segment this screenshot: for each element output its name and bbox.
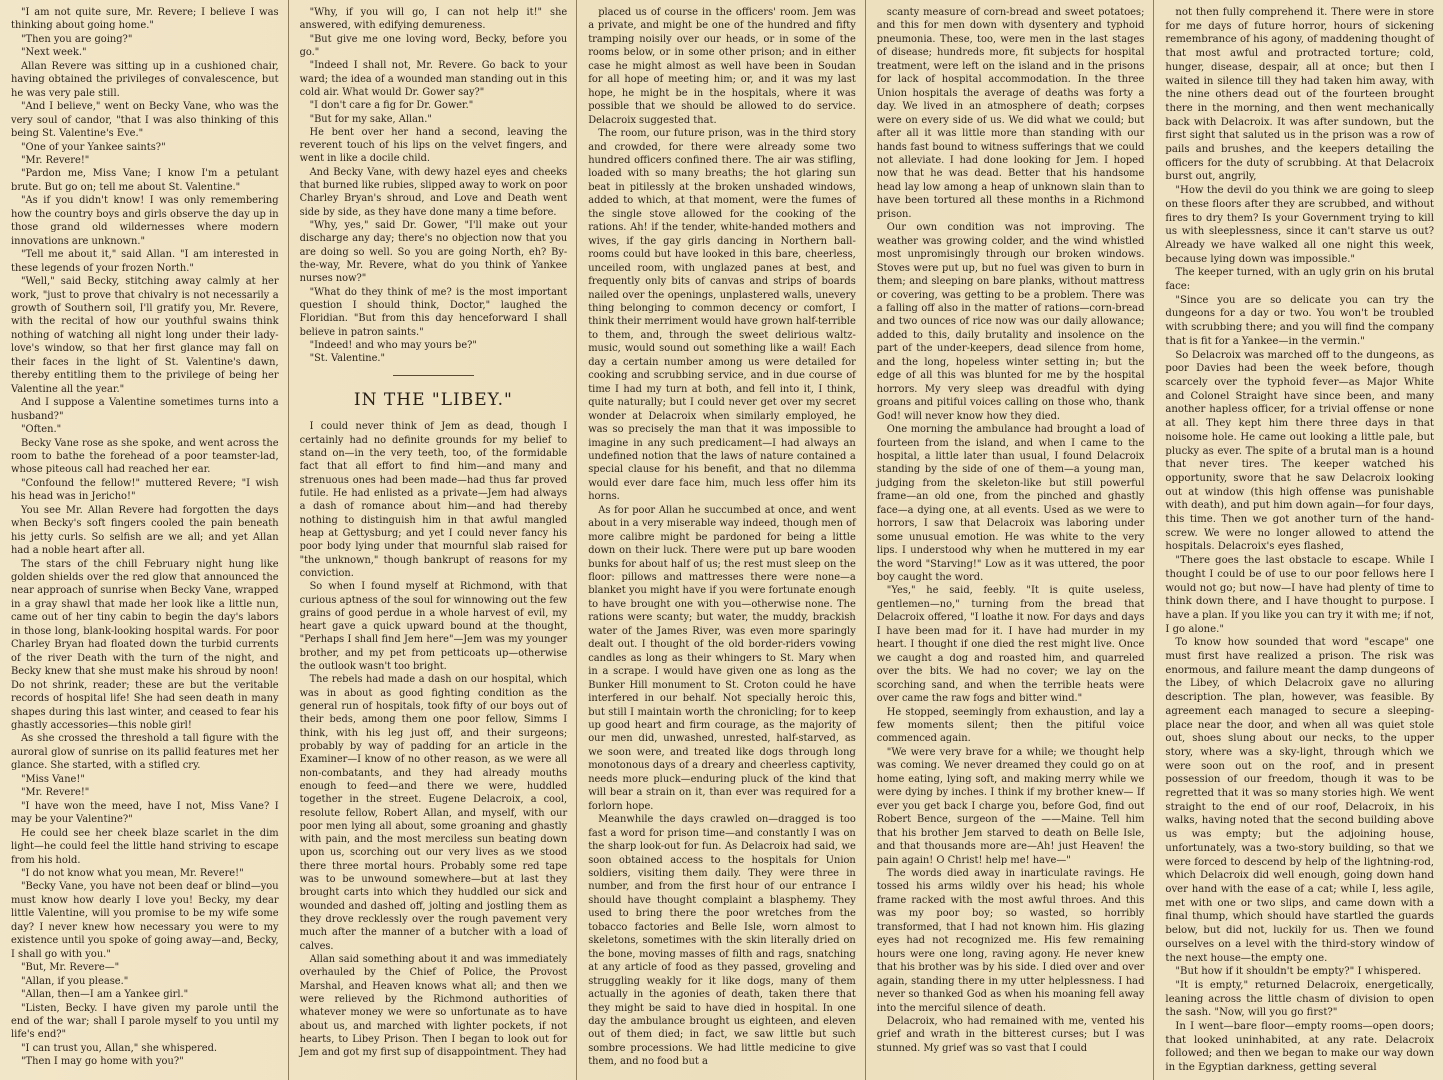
paragraph: So when I found myself at Richmond, with that curious aptness of the soul for winnowing out the few grains of good perdue in a whole harvest of evil, my heart gave a quick upward bound at the thought, "Perhaps I shall find Jem here"—Jem was my younger brother, and my pet from petticoats up—otherwise the outlook wasn't too bright. (299, 581, 568, 673)
paragraph: "Why, if you will go, I can not help it!" she answered, with edifying demureness. (299, 7, 568, 32)
paragraph: Becky Vane rose as she spoke, and went across the room to bathe the forehead of a poor teamster-lad, whose piteous call had reached her ear. (11, 437, 279, 476)
column-3 (577, 0, 866, 1080)
paragraph: Allan said something about it and was immediately overhauled by the Chief of Police, the Provost Marshal, and Heaven knows what all; and then we were relieved by the Richmond authorities of whatever money we were so unfortunate as to have about us, and marched with lighter pockets, if not hearts, to Libey Prison. Then I began to look out for Jem and got my first sup of disappointment. They had (299, 953, 568, 1059)
paragraph: Meanwhile the days crawled on—dragged is too fast a word for prison time—and constantly I was on the sharp look-out for fun. As Delacroix had said, we soon obtained access to the hospitals for Union soldiers, visiting them daily. They were three in number, and from the first hour of our entrance I should have thought complaint a blasphemy. They used to bring there the poor wretches from the tobacco factories and Belle Isle, worn almost to skeletons, sometimes with the skin literally dried on the bone, moving masses of filth and rags, snatching at any article of food as they passed, groveling and struggling weakly for it like dogs, many of them actually in the agonies of death, taken there that they might be said to have died in hospital. In one day the ambulance brought us eighteen, and eleven out of them died; in fact, we saw little but such sombre processions. We had little medicine to give them, and no food but a (588, 814, 856, 1068)
paragraph: You see Mr. Allan Revere had forgotten the days when Becky's soft fingers cooled the pain beneath his jetty curls. So selfish are we all; and yet Allan had a noble heart after all. (11, 504, 279, 557)
paragraph: "Then you are going?" (21, 33, 133, 45)
paragraph: And I suppose a Valentine sometimes turns into a husband?" (11, 397, 279, 422)
paragraph: So Delacroix was marched off to the dungeons, as poor Davies had been the week before, though scarcely over the typhoid fever—as Major White and Colonel Straight have since been, and many another hapless officer, for a trivial offense or none at all. They kept him there three days in that noisome hole. He came out looking a little pale, but plucky as ever. The spite of a brutal man is a hound that never tires. The keeper watched his opportunity, swore that he saw Delacroix looking out at window (this high offense was punishable with death), and put him down again—for four days, this time. Then we got another turn of the hand-screw. We were no longer allowed to attend the hospitals. Delacroix's eyes flashed, (1165, 349, 1434, 553)
paragraph: "Confound the fellow!" muttered Revere; "I wish his head was in Jericho!" (11, 477, 279, 503)
paragraph: He could see her cheek blaze scarlet in the dim light—he could feel the little hand striving to escape from his hold. (11, 827, 279, 866)
paragraph: "It is empty," returned Delacroix, energetically, leaning across the little chasm of division to open the sash. "Now, will you go first?" (1165, 979, 1434, 1019)
paragraph: "Mr. Revere!" (21, 787, 90, 799)
paragraph: "I can trust you, Allan," she whispered. (21, 1042, 218, 1054)
paragraph: "And I believe," went on Becky Vane, who was the very soul of candor, "that I was also thinking of this being St. Valentine's Eve." (11, 101, 279, 140)
paragraph: The stars of the chill February night hung like golden shields over the red glow that announced the near approach of sunrise when Becky Vane, wrapped in a gray shawl that made her look like a little nun, came out of her tiny cabin to begin the day's labors in those long, blank-looking hospital wards. For poor Charley Bryan had floated down the turbid currents of the river Death with the turn of the night, and Becky knew that she must make his shroud by noon! Do not shrink, reader; these are but the veritable records of hospital life! She had seen death in many shapes during this last winter, and ceased to fear his ghastly accessories—this noble girl! (11, 558, 279, 732)
paragraph: "As if you didn't know! I was only remembering how the country boys and girls observe the day up in those grand old wildernesses where modern innovations are unknown." (11, 195, 279, 247)
paragraph: "Miss Vane!" (21, 773, 85, 785)
paragraph: "I have won the meed, have I not, Miss Vane? I may be your Valentine?" (11, 800, 279, 826)
paragraph: The words died away in inarticulate ravings. He tossed his arms wildly over his head; his whole frame racked with the most awful throes. And this was my poor boy; so wasted, so horribly transformed, that I had not known him. His glazing eyes had not recognized me. His few remaining hours were one long, raving agony. He never knew that his brother was by his side. I died over and over again, standing there in my utter helplessness. I had never so thanked God as when his moaning fell away into the merciful silence of death. (876, 868, 1145, 1014)
divider (393, 375, 473, 376)
paragraph: "Yes," he said, feebly. "It is quite useless, gentlemen—no," turning from the bread that Delacroix offered, "I loathe it now. For days and days I have been mad for it. I have had murder in my heart. I thought if one died the rest might live. Once we caught a dog and roasted him, and quarreled over the bits. We had no cover; we lay on the scorching sand, and when the terrible heats were over came the raw fogs and bitter wind." (876, 585, 1145, 705)
paragraph: "Well," said Becky, stitching away calmly at her work, "just to prove that chivalry is not necessarily a growth of Southern soil, I'll gratify you, Mr. Revere, with the recital of how our youthful swains think nothing of watching all night long under their lady-love's window, so that her first glance may fall on their faces in the light of St. Valentine's dawn, thereby entitling them to the privilege of being her Valentine all the year." (11, 276, 279, 395)
paragraph: "Allan, then—I am a Yankee girl." (21, 989, 189, 1001)
paragraph: "I am not quite sure, Mr. Revere; I believe I was thinking about going home." (11, 7, 279, 32)
paragraph: "I don't care a fig for Dr. Gower." (309, 100, 474, 112)
paragraph: "What do they think of me? is the most important question I should think, Doctor," laughed the Floridian. "But from this day henceforward I shall believe in patron saints." (299, 286, 568, 338)
paragraph: scanty measure of corn-bread and sweet potatoes; and this for men down with dysentery and typhoid pneumonia. These, too, were men in the last stages of disease; hundreds more, fit subjects for hospital treatment, were left on the island and in the prisons for lack of hospital accommodation. In the three Union hospitals the average of deaths was forty a day. We lived in an atmosphere of death; corpses were on every side of us. We did what we could; but after all it was little more than standing with our hands fast bound to witness sufferings that we could not alleviate. I had done looking for Jem. I hoped now that he was dead. Better that his handsome head lay low among a heap of unknown slain than to have been tortured all these months in a Richmond prison. (876, 7, 1145, 220)
paragraph: He stopped, seemingly from exhaustion, and lay a few moments silent; then the pitiful voice commenced again. (876, 706, 1145, 745)
paragraph: To know how sounded that word "escape" one must first have realized a prison. The risk was enormous, and failure meant the damp dungeons of the Libey, of which Delacroix gave no alluring description. The plan, however, was feasible. By agreement each managed to secure a sleeping-place near the door, and when all was quiet stole out, shoes slung about our necks, to the upper story, where was a sky-light, through which we were soon out on the roof, and in present possession of our freedom, though it was to be regretted that it was so many stories high. We went straight to the end of our roof, Delacroix, in his walks, having noted that the second building above us was empty; but the adjoining house, unfortunately, was a two-story building, so that we were forced to descend by help of the lightning-rod, which Delacroix did well enough, going down hand over hand with the ease of a cat; while I, less agile, met with one or two slips, and came down with a final thump, which should have startled the guards below, but did not, luckily for us. Then we found ourselves on a level with the third-story window of the next house—the empty one. (1165, 637, 1434, 964)
paragraph: "But for my sake, Allan." (309, 113, 432, 125)
paragraph: "Becky Vane, you have not been deaf or blind—you must know how dearly I love you! Becky, my dear little Valentine, will you promise to be my wife some day? I never knew how necessary you were to my existence until you spoke of going away—and, Becky, I shall go with you." (11, 881, 279, 960)
paragraph: He bent over her hand a second, leaving the reverent touch of his lips on the velvet fingers, and went in like a docile child. (299, 126, 568, 165)
article-headline: IN THE "LIBEY." (353, 390, 513, 411)
paragraph: "How the devil do you think we are going to sleep on these floors after they are scrubbed, and without fires to dry them? Is your Government trying to kill us with sleeplessness, since it can't starve us out? Already we have walked all one night this week, because lying down was impossible." (1165, 185, 1434, 265)
paragraph: "Since you are so delicate you can try the dungeons for a day or two. You won't be troubled with scrubbing there; and you will find the company that is fit for a Yankee—in the vermin." (1165, 294, 1434, 347)
paragraph: As for poor Allan he succumbed at once, and went about in a very miserable way indeed, though men of more calibre might be pardoned for being a little down on their luck. There were put up bare wooden bunks for about half of us; the rest must sleep on the floor: pillows and mattresses there were none—a blanket you might have if you were fortunate enough to have brought one with you—otherwise none. The rations were scanty; but water, the muddy, brackish water of the James River, was even more sparingly dealt out. I thought of the old border-riders vowing candles as long as their whingers to St. Mary when in a scrape. I would have given one as long as the Bunker Hill monument to St. Croton could he have interfered in our behalf. Not specially heroic this, but still I maintain worth the chronicling; for to keep up good heart and firm courage, as the majority of our men did, unwashed, unrested, half-starved, as we soon were, and treated like dogs through long monotonous days of a dreary and cheerless captivity, needs more pluck—enduring pluck of the kind that will bear a strain on it, than ever was required for a forlorn hope. (588, 504, 856, 812)
column-4 (866, 0, 1155, 1080)
paragraph: "Listen, Becky. I have given my parole until the end of the war; shall I parole myself to you until my life's end?" (11, 1002, 279, 1041)
paragraph: Our own condition was not improving. The weather was growing colder, and the wind whistled most unpromisingly through our broken windows. Stoves were put up, but no fuel was given to burn in them; and sleeping on bare planks, without mattress or covering, was getting to be a problem. There was a falling off also in the matter of rations—corn-bread and two ounces of rice now was our daily allowance; added to this, daily brutality and insolence on the part of the under-keepers, dead silence from home, and the long, hopeless winter setting in; but the edge of all this was blunted for me by the hospital horrors. My very sleep was dreadful with dying groans and pitiful voices calling on those who, thank God! will never know how they died. (876, 222, 1145, 422)
paragraph: "Indeed I shall not, Mr. Revere. Go back to your ward; the idea of a wounded man standing out in this cold air. What would Dr. Gower say?" (299, 60, 568, 98)
paragraph: The room, our future prison, was in the third story and crowded, for there were already some two hundred officers confined there. The air was stifling, loaded with so many breaths; the hot glaring sun beat in pitilessly at the broken unshaded windows, added to which, at that moment, were the fumes of the single stove allowed for the cooking of the rations. Ah! if the tender, white-handed mothers and wives, if the gay girls dancing in Northern ball-rooms could but have looked in this bare, cheerless, unceiled room, with unglazed panes at best, and frequently only bits of canvas and strips of boards nailed over the openings, unplastered walls, unevery thing belonging to common decency or comfort, I think their merriment would have grown half-terrible to them, and, through the sweet delirious waltz-music, would sound out something like a wail! Each day a certain number among us were detailed for cooking and scrubbing service, and in due course of time I had my turn at both, and fell into it, I think, quite naturally; but I could never get over my secret wonder at Delacroix when similarly employed, he was so precisely the man that it was impossible to imagine in any such predicament—I had always an undefined notion that the laws of nature contained a special clause for his benefit, and that no dilemma would ever dare face him, much less offer him its horns. (588, 128, 856, 503)
paragraph: "Tell me about it," said Allan. "I am interested in these legends of your frozen North." (11, 249, 279, 274)
paragraph: "Mr. Revere!" (21, 154, 90, 166)
column-1 (0, 0, 289, 1080)
paragraph: "Allan, if you please." (21, 975, 129, 987)
paragraph: And Becky Vane, with dewy hazel eyes and cheeks that burned like rubies, slipped away to work on poor Charley Bryan's shroud, and Love and Death went side by side, as they have done many a time before. (299, 166, 568, 218)
paragraph: "Then I may go home with you?" (21, 1056, 184, 1068)
paragraph: "But how if it shouldn't be empty?" I whispered. (1175, 966, 1422, 978)
paragraph: "But give me one loving word, Becky, before you go." (299, 33, 568, 58)
paragraph: "But, Mr. Revere—" (21, 962, 120, 974)
paragraph: "One of your Yankee saints?" (21, 141, 166, 153)
paragraph: "St. Valentine." (309, 353, 386, 365)
paragraph: "We were very brave for a while; we thought help was coming. We never dreamed they could go on at home eating, lying soft, and making merry while we were dying by inches. I think if my brother knew— If ever you get back I charge you, before God, find out Robert Bence, surgeon of the ——Maine. Tell him that his brother Jem starved to death on Belle Isle, and that thousands more are—Ah! just Heaven! the pain again! O Christ! help me! have—" (876, 746, 1145, 866)
paragraph: "Why, yes," said Dr. Gower, "I'll make out your discharge any day; there's no objection now that you are doing so well. So you are going North, eh? By-the-way, Mr. Revere, what do you think of Yankee nurses now?" (299, 220, 568, 285)
paragraph: not then fully comprehend it. There were in store for me days of future horror, hours of sickening remembrance of his agony, of maddening thought of that most awful and protracted torture; cold, hunger, disease, despair, all at once; but then I waited in silence till they had taken him away, with the nine others dead out of the fourteen brought there in the morning, and then went mechanically back with Delacroix. It was after sundown, but the first sight that saluted us in the prison was a row of pails and brushes, and the keepers detailing the officers for the duty of scrubbing. At that Delacroix burst out, angrily, (1165, 7, 1434, 183)
paragraph: Allan Revere was sitting up in a cushioned chair, having obtained the privileges of convalescence, but he was very pale still. (11, 60, 279, 99)
column-2 (289, 0, 578, 1080)
paragraph: The keeper turned, with an ugly grin on his brutal face: (1165, 267, 1434, 293)
paragraph: The rebels had made a dash on our hospital, which was in about as good fighting condition as the general run of hospitals, took fifty of our boys out of their beds, among them one poor fellow, Simms I think, with his leg just off, and their surgeons; probably by way of padding for an article in the Examiner—I know of no other reason, as we were all non-combatants, and they had already mouths enough to feed—and there we were, huddled together in the street. Eugene Delacroix, a cool, resolute fellow, Robert Allan, and myself, with our poor men lying all about, some groaning and ghastly with pain, and the most merciless sun beating down upon us, scorching out our very lives as we stood there three mortal hours. Probably some red tape was to be unwound somewhere—but at last they brought carts into which they huddled our sick and wounded and dashed off, jolting and jostling them as they drove recklessly over the rough pavement very much after the manner of a butcher with a load of calves. (299, 674, 568, 952)
paragraph: "I do not know what you mean, Mr. Revere!" (21, 868, 244, 879)
paragraph: Delacroix, who had remained with me, vented his grief and wrath in the bitterest curses; but I was stunned. My grief was so vast that I could (876, 1015, 1145, 1054)
paragraph: One morning the ambulance had brought a load of fourteen from the island, and when I came to the hospital, a little later than usual, I found Delacroix standing by the side of one of them—a young man, judging from the skeleton-like but still powerful frame—an old one, from the pinched and ghastly face—a dying one, at all events. Used as we were to horrors, I saw that Delacroix was laboring under some unusual emotion. He was white to the very lips. I understood why when he muttered in my ear the word "Starving!" Low as it was uttered, the poor boy caught the word. (876, 424, 1145, 584)
paragraph: "Often." (21, 424, 62, 436)
paragraph: "Pardon me, Miss Vane; I know I'm a petulant brute. But go on; tell me about St. Valentine." (11, 168, 279, 193)
column-5 (1154, 0, 1443, 1080)
paragraph: As she crossed the threshold a tall figure with the auroral glow of sunrise on its pallid features met her glance. She started, with a stifled cry. (11, 733, 279, 772)
paragraph: placed us of course in the officers' room. Jem was a private, and might be one of the hundred and fifty tramping noisily over our heads, or in some of the rooms below, or in some other prison; and in either case he might almost as well have been in Soudan for all hope of meeting him; or, and it was my last hope, he might be in the hospitals, where it was possible that we should be allowed to do service. Delacroix suggested that. (588, 7, 856, 126)
paragraph: In I went—bare floor—empty rooms—open doors; that looked uninhabited, at any rate. Delacroix followed; and then we began to make our way down in the Egyptian darkness, getting several (1165, 1021, 1434, 1074)
paragraph: "Next week." (21, 47, 87, 59)
paragraph: "There goes the last obstacle to escape. While I thought I could be of use to our poor fellows here I would not go; but now—I have had plenty of time to think down there, and I have thought to purpose. I have a plan. If you like you can try it with me; if not, I go alone." (1165, 555, 1434, 635)
paragraph: I could never think of Jem as dead, though I certainly had no definite grounds for my belief to stand on—in the very teeth, too, of the formidable fact that all effort to find him—and many and strenuous ones had been made—had thus far proved futile. He had enlisted as a private—Jem had always a dash of romance about him—and had thereby nothing to distinguish him in that awful mangled heap at Gettysburg; and yet I could never fancy his poor body lying under that mournful slab raised for "the unknown," though bankrupt of reasons for my conviction. (299, 421, 568, 579)
paragraph: "Indeed! and who may yours be?" (309, 339, 477, 351)
